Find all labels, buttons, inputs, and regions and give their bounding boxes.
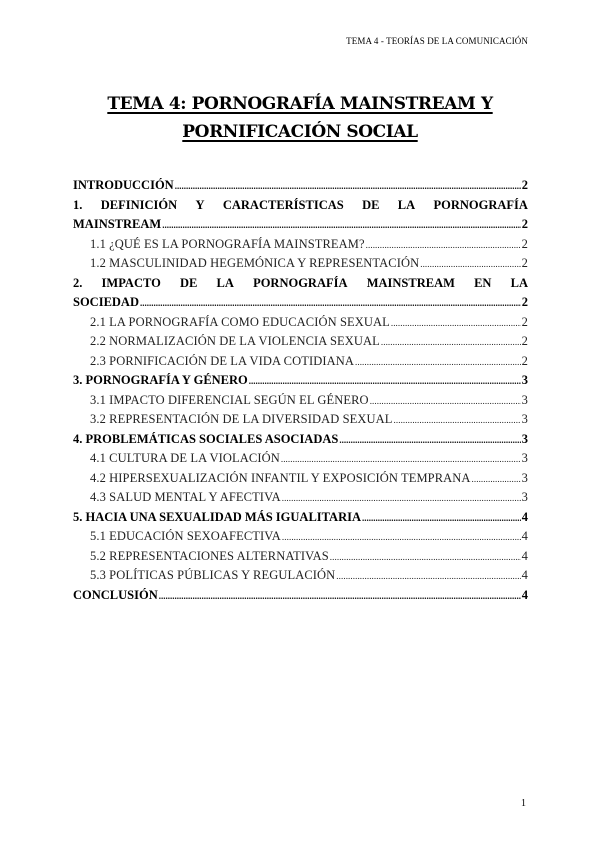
toc-word: Y: [195, 197, 205, 212]
toc-page-number: 2: [521, 314, 528, 329]
toc-label: 5.3 POLÍTICAS PÚBLICAS Y REGULACIÓN: [90, 568, 336, 582]
toc-word: LA: [510, 275, 528, 290]
toc-entry-3-2[interactable]: [73, 410, 528, 430]
toc-entry-1-2[interactable]: [73, 254, 528, 274]
toc-entry-2-1[interactable]: [73, 313, 528, 333]
toc-page-number: 4: [521, 587, 528, 602]
toc-entry-section-4[interactable]: [73, 430, 528, 450]
toc-label-line-2: [73, 293, 528, 313]
running-header: TEMA 4 - TEORÍAS DE LA COMUNICACIÓN: [346, 36, 528, 46]
document-title: [73, 90, 527, 146]
toc-label-line-1: [73, 274, 528, 294]
toc-label: INTRODUCCIÓN: [73, 178, 174, 192]
dot-leader: [159, 587, 521, 607]
page-number: 1: [521, 798, 526, 809]
toc-page-number: 3: [521, 392, 528, 407]
toc-word: DE: [362, 197, 380, 212]
toc-entry-section-1[interactable]: [73, 196, 528, 235]
toc-entry-section-5[interactable]: [73, 508, 528, 528]
dot-leader: [282, 528, 521, 548]
toc-label: 2.3 PORNIFICACIÓN DE LA VIDA COTIDIANA: [90, 353, 354, 368]
toc-label: 5. HACIA UNA SEXUALIDAD MÁS IGUALITARIA: [73, 509, 362, 524]
dot-leader: [370, 392, 521, 412]
dot-leader: [282, 489, 521, 509]
toc-label: 5.1 EDUCACIÓN SEXOAFECTIVA: [90, 529, 281, 543]
toc-page-number: 3: [521, 412, 528, 426]
toc-word: CARACTERÍSTICAS: [222, 197, 344, 212]
toc-word: PORNOGRAFÍA: [253, 275, 348, 290]
toc-label: 1.2 MASCULINIDAD HEGEMÓNICA Y REPRESENTACIÓN: [90, 256, 420, 270]
toc-entry-5-3[interactable]: [73, 566, 528, 586]
dot-leader: [281, 450, 521, 470]
toc-word: LA: [216, 275, 234, 290]
toc-word: 2.: [73, 275, 83, 290]
toc-entry-conclusion[interactable]: [73, 586, 528, 606]
dot-leader: [162, 216, 521, 236]
toc-page-number: 4: [521, 548, 528, 563]
toc-entry-section-3[interactable]: [73, 371, 528, 391]
toc-label: 3.2 REPRESENTACIÓN DE LA DIVERSIDAD SEXUAL: [90, 412, 393, 426]
toc-page-number: 2: [521, 217, 528, 231]
dot-leader: [366, 236, 521, 256]
toc-label: 2.2 NORMALIZACIÓN DE LA VIOLENCIA SEXUAL: [90, 334, 380, 348]
toc-word: LA: [397, 197, 416, 212]
toc-label: 4.3 SALUD MENTAL Y AFECTIVA: [90, 490, 281, 504]
toc-entry-introduccion[interactable]: [73, 176, 528, 196]
toc-page-number: 2: [521, 295, 528, 309]
toc-label: 3.1 IMPACTO DIFERENCIAL SEGÚN EL GÉNERO: [90, 392, 369, 407]
toc-entry-4-1[interactable]: [73, 449, 528, 469]
toc-word: DE: [179, 275, 198, 290]
dot-leader: [336, 567, 520, 587]
toc-entry-1-1[interactable]: [73, 235, 528, 255]
dot-leader: [175, 177, 521, 197]
table-of-contents: [73, 176, 528, 605]
dot-leader: [420, 255, 520, 275]
toc-page-number: 3: [521, 470, 528, 485]
toc-label: 4. PROBLEMÁTICAS SOCIALES ASOCIADAS: [73, 431, 339, 446]
toc-entry-section-2[interactable]: [73, 274, 528, 313]
toc-page-number: 2: [521, 236, 528, 251]
toc-label: 1.1 ¿QUÉ ES LA PORNOGRAFÍA MAINSTREAM?: [90, 236, 365, 251]
title-line-1: TEMA 4: PORNOGRAFÍA MAINSTREAM Y: [107, 94, 493, 114]
toc-label: 4.1 CULTURA DE LA VIOLACIÓN: [90, 451, 280, 465]
toc-label: 5.2 REPRESENTACIONES ALTERNATIVAS: [90, 548, 329, 563]
toc-page-number: 2: [521, 334, 528, 348]
toc-word: EN: [474, 275, 492, 290]
toc-page-number: 4: [521, 509, 528, 524]
toc-entry-3-1[interactable]: [73, 391, 528, 411]
dot-leader: [362, 509, 521, 529]
dot-leader: [355, 353, 521, 373]
dot-leader: [391, 314, 521, 334]
dot-leader: [394, 411, 521, 431]
dot-leader: [249, 372, 521, 392]
toc-page-number: 3: [521, 431, 528, 446]
toc-word: MAINSTREAM: [366, 275, 455, 290]
toc-label: MAINSTREAM: [73, 217, 162, 231]
title-line-2: PORNIFICACIÓN SOCIAL: [182, 122, 418, 142]
toc-word: 1.: [73, 197, 83, 212]
toc-page-number: 2: [521, 256, 528, 270]
toc-page-number: 4: [521, 529, 528, 543]
toc-label: 3. PORNOGRAFÍA Y GÉNERO: [73, 373, 248, 387]
toc-page-number: 2: [521, 178, 528, 192]
toc-label-line-2: [73, 215, 528, 235]
toc-page-number: 3: [521, 373, 528, 387]
dot-leader: [472, 470, 521, 490]
toc-label: SOCIEDAD: [73, 295, 139, 309]
dot-leader: [140, 294, 521, 314]
toc-page-number: 3: [521, 490, 528, 504]
toc-word: IMPACTO: [101, 275, 161, 290]
toc-word: PORNOGRAFÍA: [433, 197, 528, 212]
toc-page-number: 3: [521, 451, 528, 465]
toc-entry-2-2[interactable]: [73, 332, 528, 352]
toc-page-number: 4: [521, 568, 528, 582]
toc-page-number: 2: [521, 353, 528, 368]
toc-label: CONCLUSIÓN: [73, 587, 158, 602]
toc-label-line-1: [73, 196, 528, 216]
toc-entry-4-3[interactable]: [73, 488, 528, 508]
toc-entry-4-2[interactable]: [73, 469, 528, 489]
dot-leader: [330, 548, 521, 568]
dot-leader: [381, 333, 521, 353]
toc-entry-5-2[interactable]: [73, 547, 528, 567]
toc-entry-2-3[interactable]: [73, 352, 528, 372]
toc-word: DEFINICIÓN: [100, 197, 178, 212]
toc-label: 4.2 HIPERSEXUALIZACIÓN INFANTIL Y EXPOSICIÓN TEMPRANA: [90, 470, 471, 485]
toc-label: 2.1 LA PORNOGRAFÍA COMO EDUCACIÓN SEXUAL: [90, 314, 390, 329]
dot-leader: [339, 431, 520, 451]
toc-entry-5-1[interactable]: [73, 527, 528, 547]
